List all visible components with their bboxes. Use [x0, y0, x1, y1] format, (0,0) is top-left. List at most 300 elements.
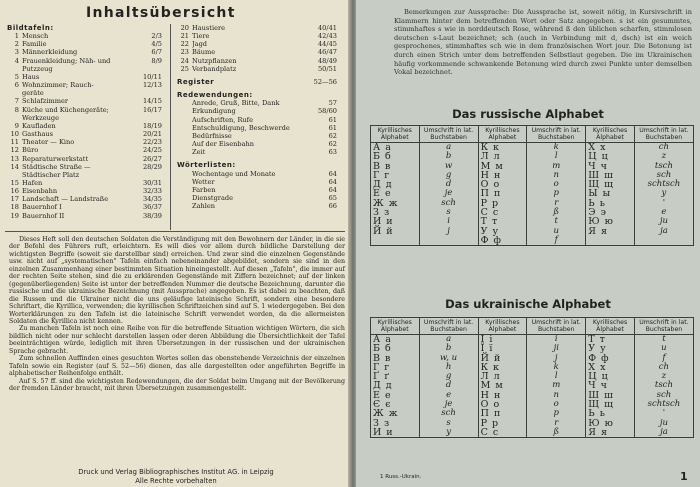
toc-entry-number [177, 170, 192, 178]
alphabet-row [371, 372, 694, 381]
toc-entry [7, 48, 162, 56]
toc-entry-pages: 18/19 [142, 121, 162, 130]
toc-entry-pages: 63 [328, 148, 337, 157]
toc-entry-pages: 42/43 [317, 32, 337, 41]
cyrillic-letter: Й й [478, 354, 527, 363]
toc-entry-title: Zahlen [192, 202, 216, 211]
toc-entry-title: Bauernhof II [22, 211, 65, 220]
latin-transliteration: t [527, 217, 586, 226]
alphabet-row [371, 409, 694, 418]
toc-entry-number: 20 [180, 24, 189, 32]
toc-entry-pages: 2/3 [151, 32, 162, 41]
cyrillic-letter: Т т [478, 217, 527, 226]
toc-entry [177, 194, 337, 202]
alphabet-row [371, 180, 694, 189]
toc-entry-pages [160, 65, 162, 73]
toc-entry-number: 24 [180, 56, 189, 65]
toc-entry [7, 81, 162, 89]
toc-entry [7, 187, 162, 195]
toc-entry-title: Bäume [192, 48, 216, 57]
toc-entry-number: 21 [180, 32, 189, 41]
toc-entry-title: Gasthaus [22, 130, 54, 139]
latin-transliteration: y [634, 189, 693, 198]
toc-entry [7, 155, 162, 163]
cyrillic-letter: П п [478, 189, 527, 198]
toc-entry [7, 89, 162, 97]
alphabet-row [371, 217, 694, 226]
ukrainian-alphabet-title: Das ukrainische Alphabet [445, 297, 611, 311]
latin-transliteration: s [419, 208, 478, 217]
latin-transliteration: a [419, 143, 478, 153]
cyrillic-letter: Е е [371, 189, 420, 198]
latin-transliteration: f [527, 236, 586, 246]
alphabet-row [371, 199, 694, 208]
alphabet-row [371, 162, 694, 171]
toc-entry-title: Verbandplatz [192, 64, 237, 73]
toc-entry [7, 97, 162, 105]
cyrillic-letter: М м [478, 162, 527, 171]
toc-entry-number: 10 [10, 130, 19, 139]
latin-transliteration: j [419, 227, 478, 236]
toc-entry-pages: 40/41 [317, 24, 337, 32]
cyrillic-letter: Ґ ґ [371, 372, 420, 381]
toc-entry-number [7, 171, 22, 179]
toc-entry-title: Haustiere [192, 24, 226, 32]
toc-entry [7, 163, 162, 171]
toc-entry-number: 6 [14, 81, 19, 90]
cyrillic-letter: П п [478, 409, 527, 418]
toc-entry-number: 1 [14, 32, 19, 41]
toc-entry-number [177, 124, 192, 132]
toc-entry-title: Wochentage und Monate [192, 169, 276, 178]
toc-entry-title: Städtische Straße — [22, 162, 91, 171]
toc-entry-title: Bedürfnisse [192, 131, 232, 140]
cyrillic-letter [586, 236, 635, 246]
header-transliteration: Umschrift in lat. Buchstaben [634, 126, 693, 143]
toc-entry-pages: 62 [328, 131, 337, 140]
cyrillic-letter: Д д [371, 180, 420, 189]
toc-entry [177, 132, 337, 140]
toc-entry-pages: 61 [328, 123, 337, 132]
toc-entry-pages: 8/9 [151, 56, 162, 65]
toc-entry-number [177, 107, 192, 115]
toc-page-range: 52—56 [313, 77, 337, 86]
toc-entry-title: Mensch [22, 32, 49, 41]
latin-transliteration: b [419, 344, 478, 353]
toc-entry-number [177, 140, 192, 148]
latin-transliteration: schtsch [634, 180, 693, 189]
alphabet-row [371, 171, 694, 180]
latin-transliteration: u [634, 344, 693, 353]
latin-transliteration: ß [527, 428, 586, 438]
toc-entry-pages: 30/31 [142, 178, 162, 187]
footer-note: 1 Russ.-Ukrain. [380, 474, 422, 480]
latin-transliteration: ' [634, 199, 693, 208]
toc-entry-number: 14 [10, 162, 19, 171]
latin-transliteration: o [527, 180, 586, 189]
latin-transliteration: ß [527, 208, 586, 217]
latin-transliteration: f [634, 354, 693, 363]
header-cyrillic: Kyrillisches Alphabet [586, 318, 635, 335]
latin-transliteration: d [419, 180, 478, 189]
toc-entry-title: Schlafzimmer [22, 97, 69, 106]
toc-entry-title: Landschaft — Landstraße [22, 195, 109, 204]
toc-entry-title: Putzzeug [22, 64, 53, 73]
section-divider [5, 231, 345, 232]
cyrillic-letter: М м [478, 381, 527, 390]
toc-entry-number: 13 [10, 154, 19, 163]
header-cyrillic: Kyrillisches Alphabet [478, 126, 527, 143]
toc-entry [7, 73, 162, 81]
latin-transliteration: sch [634, 391, 693, 400]
cyrillic-letter: Ч ч [586, 162, 635, 171]
toc-entry [177, 107, 337, 115]
intro-paragraph: Zu manchen Tafeln ist noch eine Reihe von für die betreffende Situation wichtigen Wörtern, die sich bildlich nicht oder nur schlecht darstellen lassen oder deren Abbildung die Übersichtlichkeit der Tafel beeinträchtigen würde, lediglich mit ihren Übersetzungen in der russischen und der ukrainischen Sprache gebracht. [9, 325, 345, 355]
latin-transliteration: ch [634, 363, 693, 372]
cyrillic-letter: Ю ю [586, 217, 635, 226]
cyrillic-letter: С с [478, 428, 527, 438]
cyrillic-letter: Ж ж [371, 199, 420, 208]
toc-entry-title: Anrede, Gruß, Bitte, Dank [192, 99, 280, 108]
cyrillic-letter: Х х [586, 363, 635, 372]
toc-entry-pages: 14/15 [142, 97, 162, 106]
latin-transliteration: j [527, 354, 586, 363]
toc-entry-title: Reparaturwerkstatt [22, 154, 89, 163]
cyrillic-letter: У у [586, 344, 635, 353]
cyrillic-letter: Ь ь [586, 199, 635, 208]
toc-entry [7, 57, 162, 65]
cyrillic-letter: Щ щ [586, 180, 635, 189]
toc-entry-number: 18 [10, 203, 19, 212]
cyrillic-letter: Б б [371, 152, 420, 161]
cyrillic-letter: Ю ю [586, 419, 635, 428]
cyrillic-letter: Ц ц [586, 152, 635, 161]
latin-transliteration: ' [634, 409, 693, 418]
toc-entry [7, 203, 162, 211]
toc-entry-pages: 32/33 [142, 187, 162, 196]
toc-entry-pages: 24/25 [142, 146, 162, 155]
latin-transliteration: sch [634, 171, 693, 180]
latin-transliteration: ja [634, 227, 693, 236]
alphabet-row [371, 344, 694, 353]
toc-entry-title: Männerkleidung [22, 48, 78, 57]
toc-entry-number: 5 [14, 72, 19, 81]
latin-transliteration: sch [419, 199, 478, 208]
cyrillic-letter: О о [478, 180, 527, 189]
russian-alphabet-title: Das russische Alphabet [452, 107, 604, 121]
latin-transliteration: e [634, 208, 693, 217]
cyrillic-letter: Н н [478, 171, 527, 180]
toc-entry-number [177, 116, 192, 124]
toc-entry-title: Jagd [192, 40, 208, 49]
toc-entry-title: Städtischer Platz [22, 170, 80, 179]
toc-entry-number: 8 [14, 105, 19, 114]
latin-transliteration: a [419, 335, 478, 345]
cyrillic-letter: Я я [586, 227, 635, 236]
toc-entry [7, 138, 162, 146]
toc-entry-number: 15 [10, 178, 19, 187]
header-cyrillic: Kyrillisches Alphabet [586, 126, 635, 143]
cyrillic-letter: А а [371, 335, 420, 345]
cyrillic-letter: Щ щ [586, 400, 635, 409]
alphabet-row [371, 354, 694, 363]
latin-transliteration [419, 236, 478, 246]
toc-entry-number: 4 [14, 56, 19, 65]
toc-entry-title: Erkundigung [192, 107, 236, 116]
toc-entry [7, 65, 162, 73]
header-cyrillic: Kyrillisches Alphabet [478, 318, 527, 335]
cyrillic-letter: З з [371, 208, 420, 217]
toc-entry [177, 148, 337, 156]
latin-transliteration: r [527, 199, 586, 208]
toc-header-text: Register [177, 77, 215, 86]
latin-transliteration: g [419, 372, 478, 381]
toc-entry-title: Wetter [192, 177, 215, 186]
toc-entry [7, 122, 162, 130]
toc-entry [7, 32, 162, 40]
latin-transliteration: je [419, 189, 478, 198]
toc-entry-title: Dienstgrade [192, 193, 234, 202]
cyrillic-letter: Ь ь [586, 409, 635, 418]
intro-paragraph: Auf S. 57 ff. sind die wichtigsten Redewendungen, die der Soldat beim Umgang mit der Bevölkerung der fremden Länder braucht, mit ihren Übersetzungen zusammengestellt. [9, 377, 345, 393]
latin-transliteration: w, u [419, 354, 478, 363]
alphabet-row [371, 227, 694, 236]
toc-entry-number [177, 194, 192, 202]
toc-entry [177, 140, 337, 148]
latin-transliteration: je [419, 400, 478, 409]
latin-transliteration: h [419, 363, 478, 372]
toc-entry-pages: 58/60 [317, 107, 337, 116]
toc-entry-pages: 20/21 [142, 130, 162, 139]
header-transliteration: Umschrift in lat. Buchstaben [419, 318, 478, 335]
intro-text [9, 236, 345, 393]
header-transliteration: Umschrift in lat. Buchstaben [527, 126, 586, 143]
toc-entry-pages: 61 [328, 115, 337, 124]
intro-paragraph: Zum schnellen Auffinden eines gesuchten Wortes sollen das obenstehende Verzeichnis der einzelnen Tafeln sowie ein Register (auf S. 52—56) dienen, das alle dargestellten oder angeführten Begriffe in alphabetischer Reihenfolge enthält. [9, 355, 345, 378]
toc-entry [177, 202, 337, 210]
imprint-line-2: Alle Rechte vorbehalten [135, 477, 217, 485]
cyrillic-letter: И и [371, 217, 420, 226]
latin-transliteration: tsch [634, 162, 693, 171]
russian-alphabet-table [370, 125, 694, 246]
cyrillic-letter: Я я [586, 428, 635, 438]
toc-entry-number [177, 148, 192, 156]
toc-entry [7, 130, 162, 138]
header-transliteration: Umschrift in lat. Buchstaben [527, 318, 586, 335]
header-transliteration: Umschrift in lat. Buchstaben [634, 318, 693, 335]
toc-entry-number [177, 99, 192, 107]
toc-entry-pages: 65 [328, 193, 337, 202]
cyrillic-letter: Ш ш [586, 171, 635, 180]
latin-transliteration: l [527, 152, 586, 161]
latin-transliteration [634, 236, 693, 246]
toc-entry [177, 178, 337, 186]
cyrillic-letter: К к [478, 363, 527, 372]
alphabet-row [371, 208, 694, 217]
latin-transliteration: g [419, 171, 478, 180]
toc-entry [7, 106, 162, 114]
cyrillic-letter: Й й [371, 227, 420, 236]
cyrillic-letter: Р р [478, 199, 527, 208]
toc-entry-pages: 38/39 [142, 211, 162, 220]
alphabet-row [371, 236, 694, 246]
cyrillic-letter: А а [371, 143, 420, 153]
latin-transliteration: schtsch [634, 400, 693, 409]
toc-column-1 [7, 24, 162, 220]
toc-entry-number: 19 [10, 211, 19, 220]
toc-entry-number [177, 178, 192, 186]
toc-entry-pages [160, 114, 162, 122]
cyrillic-letter: К к [478, 143, 527, 153]
latin-transliteration: d [419, 381, 478, 390]
latin-transliteration: y [419, 428, 478, 438]
toc-entry [177, 170, 337, 178]
toc-entry-pages: 16/17 [142, 105, 162, 114]
toc-entry-number [177, 202, 192, 210]
toc-entry-number: 17 [10, 195, 19, 204]
cyrillic-letter [371, 236, 420, 246]
toc-entry-number: 7 [14, 97, 19, 106]
toc-entry-number: 16 [10, 187, 19, 196]
cyrillic-letter: Л л [478, 372, 527, 381]
toc-entry [177, 186, 337, 194]
page-number: 1 [680, 470, 688, 483]
cyrillic-letter: З з [371, 419, 420, 428]
cyrillic-letter: Є є [371, 400, 420, 409]
toc-entry [177, 48, 337, 56]
latin-transliteration: z [634, 152, 693, 161]
toc-entry-pages [160, 171, 162, 179]
latin-transliteration: ju [634, 217, 693, 226]
toc-entry-number: 12 [10, 146, 19, 155]
toc-entry [177, 124, 337, 132]
alphabet-row [371, 400, 694, 409]
toc-entry-pages: 22/23 [142, 138, 162, 147]
toc-entry-pages: 64 [328, 185, 337, 194]
toc-entry-pages: 4/5 [151, 40, 162, 49]
toc-entry-pages: 64 [328, 177, 337, 186]
toc-entry-title: Entschuldigung, Beschwerde [192, 123, 290, 132]
toc-header-text: Redewendungen: [177, 91, 253, 100]
toc-entry [177, 65, 337, 73]
toc-section-header [177, 91, 337, 99]
toc-entry-title: Farben [192, 185, 216, 194]
cyrillic-letter: Е е [371, 391, 420, 400]
toc-entry-title: Büro [22, 146, 39, 155]
cyrillic-letter: Ф ф [586, 354, 635, 363]
header-transliteration: Umschrift in lat. Buchstaben [419, 126, 478, 143]
toc-entry-title: Tiere [192, 32, 210, 41]
toc-entry-number [177, 186, 192, 194]
pronunciation-remarks [394, 8, 692, 77]
alphabet-row [371, 428, 694, 438]
cyrillic-letter: Э э [586, 208, 635, 217]
latin-transliteration: k [527, 363, 586, 372]
alphabet-row [371, 143, 694, 153]
cyrillic-letter: У у [478, 227, 527, 236]
cyrillic-letter: Ы ы [586, 189, 635, 198]
toc-entry-title: Hafen [22, 178, 43, 187]
cyrillic-letter: Ж ж [371, 409, 420, 418]
toc-entry-title: Theater — Kino [22, 138, 75, 147]
toc-column-2 [177, 24, 337, 210]
toc-entry-title: geräte [22, 89, 44, 98]
latin-transliteration: p [527, 409, 586, 418]
toc-entry-pages: 57 [328, 99, 337, 108]
latin-transliteration: l [527, 372, 586, 381]
alphabet-row [371, 391, 694, 400]
toc-entry-number: 9 [14, 121, 19, 130]
toc-entry-number: 23 [180, 48, 189, 57]
cyrillic-letter: О о [478, 400, 527, 409]
toc-section-header [177, 78, 337, 86]
toc-entry-pages: 46/47 [317, 48, 337, 57]
toc-entry-pages: 10/11 [142, 72, 162, 81]
latin-transliteration: k [527, 143, 586, 153]
cyrillic-letter: Ц ц [586, 372, 635, 381]
cyrillic-letter: Г г [371, 171, 420, 180]
toc-entry [7, 40, 162, 48]
latin-transliteration: o [527, 400, 586, 409]
toc-entry [7, 146, 162, 154]
toc-entry-pages [160, 89, 162, 97]
toc-entry-pages: 66 [328, 202, 337, 211]
toc-entry-title: Aufschriften, Rufe [192, 115, 254, 124]
toc-entry-pages: 44/45 [317, 40, 337, 49]
cyrillic-letter: Г г [371, 363, 420, 372]
latin-transliteration: w [419, 162, 478, 171]
latin-transliteration: ji [527, 344, 586, 353]
alphabet-row [371, 152, 694, 161]
latin-transliteration: e [419, 391, 478, 400]
alphabet-row [371, 335, 694, 345]
toc-entry-title: Nutzpflanzen [192, 56, 237, 65]
toc-entry [177, 99, 337, 107]
cyrillic-letter: В в [371, 162, 420, 171]
toc-entry [177, 57, 337, 65]
cyrillic-letter: Т т [586, 335, 635, 345]
latin-transliteration: t [634, 335, 693, 345]
toc-entry-pages: 28/29 [142, 162, 162, 171]
header-cyrillic: Kyrillisches Alphabet [371, 126, 420, 143]
toc-entry-title: Werkzeuge [22, 113, 60, 122]
toc-entry [177, 116, 337, 124]
toc-entry [7, 179, 162, 187]
toc-entry-title: Eisenbahn [22, 187, 58, 196]
alphabet-row [371, 381, 694, 390]
latin-transliteration: z [634, 372, 693, 381]
toc-entry-title: Bauernhof I [22, 203, 62, 212]
toc-entry-pages: 62 [328, 140, 337, 149]
toc-entry-title: Auf der Eisenbahn [192, 140, 255, 149]
toc-entry [7, 195, 162, 203]
page-title: Inhaltsübersicht [86, 5, 236, 21]
toc-entry [177, 24, 337, 32]
toc-entry-number: 11 [10, 138, 19, 147]
toc-entry-pages: 50/51 [317, 64, 337, 73]
cyrillic-letter: Ї ї [478, 344, 527, 353]
toc-entry-number: 25 [180, 64, 189, 73]
toc-section-header [7, 24, 162, 32]
toc-entry-pages: 34/35 [142, 195, 162, 204]
latin-transliteration: s [419, 419, 478, 428]
toc-header-text: Wörterlisten: [177, 161, 236, 170]
header-cyrillic: Kyrillisches Alphabet [371, 318, 420, 335]
toc-entry-title: Küche und Küchengeräte; [22, 105, 109, 114]
toc-entry-title: Haus [22, 72, 40, 81]
cyrillic-letter: Ф ф [478, 236, 527, 246]
cyrillic-letter: Н н [478, 391, 527, 400]
